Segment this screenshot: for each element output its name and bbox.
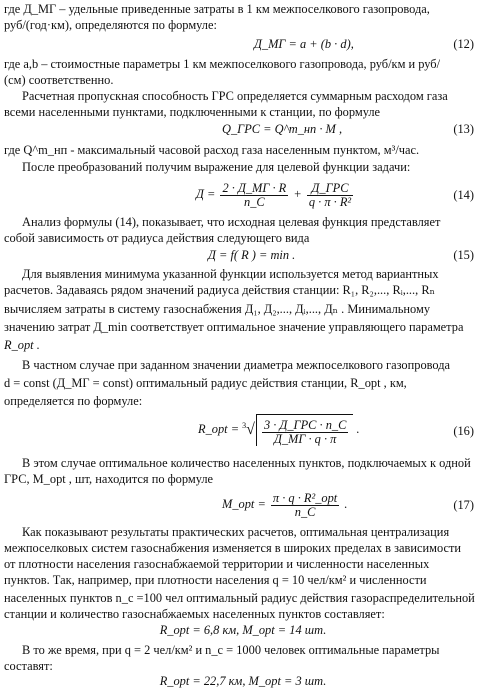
equation-body [198, 414, 360, 446]
period: . [356, 422, 360, 436]
text-line: R_opt . [4, 338, 40, 352]
text-line: Для выявления минимума указанной функции используется метод вариантных [22, 267, 439, 281]
equation-body [222, 490, 347, 519]
text-line: ГРС, M_opt , шт, находится по формуле [4, 472, 214, 486]
equation-body: Д_МГ = a + (b · d), [254, 37, 354, 51]
text-line: где Q^m_нп - максимальный часовой расход газа населенным пунктом, м³/час. [4, 143, 420, 157]
equation-lhs: M_opt = [222, 497, 266, 511]
text-line: расчетов. Задаваясь рядом значений радиуса действия станции: R₁, R₂,..., Rᵢ,..., Rₙ [4, 283, 435, 297]
text-line: руб/(год·км), определяются по формуле: [4, 18, 217, 32]
text-line: станции и количество газоснабжаемых населенных пунктов составляет: [4, 607, 385, 621]
text-line: d = const (Д_МГ = const) оптимальный радиус действия станции, R_opt , км, [4, 376, 407, 390]
equation-lhs: Д = [196, 187, 216, 201]
equation-number: (17) [453, 498, 474, 512]
numerator: Д_ГРС [307, 182, 353, 196]
fraction-2 [307, 182, 353, 209]
equation-body: Q_ГРС = Q^m_нп · M , [222, 122, 343, 136]
result-line: R_opt = 22,7 км, M_opt = 3 шт. [159, 674, 327, 688]
text-line: составят: [4, 659, 53, 673]
equation-number: (16) [453, 424, 474, 438]
equation-body [196, 180, 355, 209]
text-line: Анализ формулы (14), показывает, что исходная целевая функция представляет [22, 215, 441, 229]
text-line: от плотности населения газоснабжаемой территории и численности населенных [4, 557, 430, 571]
text-line: Расчетная пропускная способность ГРС определяется суммарным расходом газа [22, 89, 448, 103]
text-line: пунктов. Так, например, при плотности населения q = 10 чел/км² и численности [4, 573, 427, 587]
fraction [271, 492, 339, 519]
equation-number: (15) [453, 248, 474, 262]
text-line: всеми населенными пунктами, подключенными к станции, по формуле [4, 105, 381, 119]
equation-13 [0, 121, 486, 145]
radicand [256, 414, 353, 446]
text-line: В частном случае при заданном значении диаметра межпоселкового газопровода [22, 358, 451, 372]
text-line: где Д_МГ – удельные приведенные затраты в 1 км межпоселкового газопровода, [4, 2, 430, 16]
equation-16 [0, 410, 486, 450]
text-line: После преобразований получим выражение для целевой функции задачи: [22, 160, 411, 174]
numerator: 3 · Д_ГРС · n_C [263, 417, 347, 432]
equation-14 [0, 178, 486, 212]
denominator: n_C [294, 504, 316, 519]
text-line: Как показывают результаты практических расчетов, оптимальная централизация [22, 525, 450, 539]
text-line: где a,b – стоимостные параметры 1 км межпоселкового газопровода, руб/км и руб/ [4, 57, 441, 71]
equation-body: Д = f( R ) = min . [208, 248, 296, 262]
fraction [262, 419, 348, 446]
equation-17 [0, 488, 486, 522]
text-line: определяется по формуле: [4, 394, 143, 408]
numerator: π · q · R²_opt [272, 490, 338, 505]
text-line: населенных пунктов n_c =100 чел оптимальный радиус действия газораспределительной [4, 591, 475, 605]
denominator: n_C [244, 194, 265, 209]
denominator: q · π · R² [308, 194, 352, 209]
text-line: межпоселковых систем газоснабжения изменяется в широких пределах в зависимости [4, 541, 462, 555]
period: . [344, 497, 348, 511]
text-line: вычисляем затраты в систему газоснабжения Д₁, Д₂,..., Дᵢ,..., Дₙ . Минимальному [4, 302, 431, 316]
radical-sign: √ [246, 421, 255, 439]
fraction-1 [220, 182, 288, 209]
denominator: Д_МГ · q · π [273, 431, 337, 446]
equation-number: (14) [453, 188, 474, 202]
text-line: В то же время, при q = 2 чел/км² и n_c = 1000 человек оптимальные параметры [22, 643, 440, 657]
text-line: В этом случае оптимальное количество населенных пунктов, подключаемых к одной [22, 456, 471, 470]
text-line: значению затрат Д_min соответствует оптимальное значение управляющего параметра [4, 320, 464, 334]
text-line: собой зависимость от радиуса действия следующего вида [4, 231, 310, 245]
equation-lhs: R_opt = [198, 422, 240, 436]
root-index: 3 [242, 420, 247, 430]
text-line: (см) соответственно. [4, 73, 114, 87]
equation-number: (12) [453, 37, 474, 51]
equation-number: (13) [453, 122, 474, 136]
plus-sign: + [293, 187, 302, 201]
result-line: R_opt = 6,8 км, M_opt = 14 шт. [159, 623, 327, 637]
numerator: 2 · Д_МГ · R [222, 180, 287, 195]
